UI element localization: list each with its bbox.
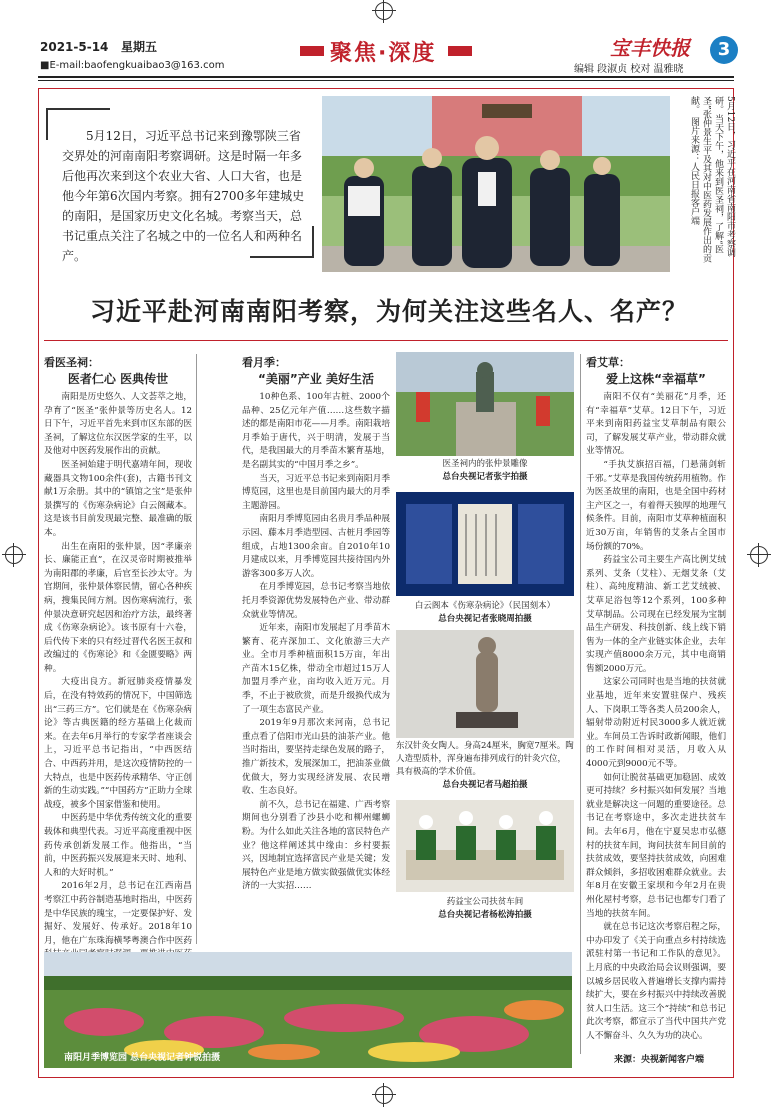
paragraph: “手执艾旗招百福，门悬蒲剑斩千邪。”艾草是我国传统药用植物。作为医圣故里的南阳，也是全国中药材主产区之一，有着得天独厚的地理气候条件。目前，南阳市艾草种植面积近30万亩，年销售的艾条占全国市场份额的70%。 (586, 459, 726, 552)
bottom-photo-caption: 南阳月季博览园 总台央视记者钟锐拍摄 (64, 1053, 221, 1063)
col1-body (44, 391, 192, 1016)
paragraph: 出生在南阳的张仲景，因“孝廉亲长、廉能正直”，在汉灵帝时期被推举为南阳郡的孝廉，后官至长沙太守。为官期间，张仲景体察民情，留心各种疾病，搜集民间方剂。因伤寒病流行，张仲景决意研究起因和治疗方法，最终著成《伤寒杂病论》。该书原有十六卷，后代传下来的只有经过晋代名医王叔和改编过的《伤寒论》和《金匮要略》两种。 (44, 541, 192, 674)
paragraph: 南阳月季博览园由名贵月季品种展示园、藤本月季造型园、古桩月季园等组成，占地1300余亩。自2010年10月建成以来，月季博览园共接待国内外游客300多万人次。 (242, 514, 390, 579)
paragraph: 2019年9月那次来河南，总书记重点看了信阳市光山县的油茶产业。他当时指出，要坚持走绿色发展的路子，推广新技术，发展深加工，把油茶业做优做大，努力实现经济发展、农民增收、生态良好。 (242, 718, 390, 797)
col2-body (242, 391, 390, 894)
column-rule (580, 354, 581, 1054)
registration-mark (5, 546, 23, 564)
editors: 编辑 段淑贞 校对 温雅晓 (574, 64, 684, 75)
column-rule (196, 354, 197, 944)
col2-kicker: 看月季： (242, 356, 286, 369)
col4-body (586, 391, 726, 1044)
newspaper-logo: 宝丰快报 (610, 36, 690, 60)
registration-mark (750, 546, 768, 564)
paragraph: 近年来，南阳市发展起了月季苗木繁育、花卉深加工、文化旅游三大产业。全市月季种植面积15万亩，年出产苗木15亿株，带动全市超过15万人加盟月季产业，亩均收入近万元。月季，不止于被欣赏，而是升级换代成为了一项生态富民产业。 (242, 623, 390, 715)
issue-date: 2021-5-14 星期五 (40, 40, 157, 54)
quote-corner (312, 226, 314, 258)
photo-statue (396, 352, 574, 456)
email: ■E-mail:baofengkuaibao3@163.com (40, 60, 225, 71)
headline-rule (44, 340, 728, 341)
paragraph: 南阳不仅有“美丽花”月季，还有“幸福草”艾草。12日下午，习近平来到南阳药益宝艾草制品有限公司，了解发展艾草产业，带动群众就业等情况。 (586, 392, 726, 457)
paragraph: 10种色系、100年古桩、2000个品种、25亿元年产值……这些数字描述的都是南阳市花——月季。南阳栽培月季始于唐代，兴于明清，发展于当代，是我国最大的月季苗木繁育基地，是名副其实的“中国月季之乡”。 (242, 392, 390, 470)
caption-workshop: 药益宝公司扶贫车间 总台央视记者杨松涛拍摄 (438, 897, 532, 920)
photo-workshop (396, 800, 574, 892)
paragraph: 前不久，总书记在福建、广西考察期间也分别看了沙县小吃和柳州螺蛳粉。为什么如此关注各地的富民特色产业？他这样阐述其中缘由：乡村要振兴，因地制宜选择富民产业是关键；发展特色产业是地方做实做强做优实体经济的一大实招…… (242, 799, 390, 892)
col1-kicker: 看医圣祠： (44, 356, 99, 369)
source-line: 来源：央视新闻客户端 (614, 1055, 705, 1065)
column-4 (586, 354, 726, 1044)
paragraph: 当天，习近平总书记来到南阳月季博览园，这里也是目前国内最大的月季主题游园。 (242, 473, 390, 511)
col2-subhead: “美丽”产业 美好生活 (258, 372, 374, 386)
column-2 (242, 354, 390, 894)
header-rule (38, 76, 734, 78)
paragraph: 大疫出良方。新冠肺炎疫情暴发后，在没有特效药的情况下，中国筛选出“三药三方”。它们就是在《伤寒杂病论》等古典医籍的经方基础上化裁而来。在去年6月举行的专家学者座谈会上，习近平总书记指出，“中西医结合、中西药并用，是这次疫情防控的一大特点，也是中医药传承精华、守正创新的生动实践。”“中国药方”正助力全球战疫，被多个国家借鉴和使用。 (44, 677, 192, 810)
header-rule-thin (38, 80, 734, 81)
photo-pottery-figure (396, 630, 574, 738)
paragraph: 如何让脱贫基础更加稳固、成效更可持续？乡村振兴如何发展？当地就业是解决这一问题的重要途径。总书记在考察途中，多次走进扶贫车间。去年6月，他在宁夏吴忠市弘德村的扶贫车间，询问扶贫车间目前的扶贫成效，要坚持扶贫成效，向困难群众倾斜，多招收困难群众就业。去年8月在安徽王家坝和今年2月在贵州化屋村考察，总书记也都专门看了当地的扶贫车间。 (586, 772, 726, 919)
caption-pottery-figure: 东汉针灸女陶人。身高24厘米，胸宽7厘米。陶人造型质朴，浑身遍布排列成行的针灸穴位，具有极高的学术价值。 总台央视记者马超拍摄 (396, 741, 574, 790)
column-1 (44, 354, 192, 1016)
headline: 习近平赴河南南阳考察，为何关注这些名人、名产？ (89, 297, 688, 326)
section-bar-left (300, 46, 324, 56)
paragraph: 2016年2月，总书记在江西南昌考察江中药谷制造基地时指出，中医药是中华民族的瑰宝，一定要保护好、发掘好、发展好、传承好。2018年10月，他在广东珠海横琴粤澳合作中医药 (44, 881, 192, 946)
section-title: 聚焦·深度 (330, 41, 437, 66)
paragraph: 这家公司同时也是当地的扶贫就业基地，近年来安置驻保户、残疾人、下岗职工等各类人员200余人，辐射带动附近村民3000多人就近就业。车间员工告诉时政新闻眼，他们的工作时间相对灵活，月收入从4000元到9000元不等。 (586, 677, 726, 770)
registration-mark (375, 1086, 393, 1104)
paragraph: 在月季博览园，总书记考察当地依托月季资源优势发展特色产业、带动群众就业等情况。 (242, 582, 390, 620)
paragraph: 就在总书记这次考察启程之际，中办印发了《关于向重点乡村持续选派驻村第一书记和工作队的意见》。上月底的中央政治局会议则强调，要以城乡居民收入普遍增长支撑内需持续扩大，要在乡村振兴中持续改善脱贫人口生活。这三个“持续”和总书记此次考察，都宣示了当代中国共产党人不懈奋斗、久久为功的决心。 (586, 922, 726, 1041)
paragraph: 药益宝公司主要生产高比例艾绒系列、艾条（艾柱）、无烟艾条（艾柱）、高纯度精油、新工艺艾绒被、艾草足浴包等12个系列，100多种艾草制品。公司现在已经发展为宝制品生产研发、科技创新、线上线下销售为一体的全产业链实体企业，去年实现产值8000余万元，其中电商销售额2000万元。 (586, 555, 726, 674)
col1-subhead: 医者仁心 医典传世 (67, 372, 169, 386)
caption-book: 白云阁本《伤寒杂病论》（民国刻本） 总台央视记者张晓周拍摄 (414, 601, 556, 624)
caption-statue: 医圣祠内的张仲景雕像 总台央视记者张宇拍摄 (442, 459, 528, 482)
registration-mark (375, 2, 393, 20)
paragraph: 医圣祠始建于明代嘉靖年间，现收藏器具文物100余件(套)，古籍书刊文献1万余册。其中的“镇馆之宝”是张仲景撰写的《伤寒杂病论》白云阁藏本。这是该书目前发现最完整、最准确的版本。 (44, 459, 192, 538)
top-photo (322, 96, 670, 272)
paragraph: 中医药是中华优秀传统文化的重要载体和典型代表。习近平高度重视中医药传承创新发展工作。他指出，“当前，中医药振兴发展迎来天时、地利、人和的大好时机。” (44, 813, 192, 878)
paragraph: 南阳是历史悠久、人文荟萃之地，孕育了“医圣”张仲景等历史名人。12日下午，习近平首先来到市区东部的医圣祠，了解这位东汉医学家的生平，以及他对中医药发展作出的贡献。 (44, 392, 192, 457)
intro-paragraph: 5月12日，习近平总书记来到豫鄂陕三省交界处的河南南阳考察调研。这是时隔一年多后他再次来到这个农业大省、人口大省，也是他今年第6次国内考察。拥有2700多年建城史的南阳，是国家历史文化名城。考察当天，总书记重点关注了名城之中的一位名人和两种名产。 (62, 129, 305, 263)
section-bar-right (448, 46, 472, 56)
quote-corner (46, 108, 48, 140)
col4-subhead: 爱上这株“幸福草” (606, 372, 706, 386)
photo-book (396, 492, 574, 596)
top-photo-caption: 5月12日，习近平在河南省南阳市考察调研。当天下午，他来到医圣祠，了解“医圣”张仲景生平及其对中医药发展作出的贡献。 图片来源：人民日报客户端 (689, 96, 735, 263)
page-number: 3 (710, 36, 738, 64)
col4-kicker: 看艾草： (586, 356, 630, 369)
quote-corner (46, 108, 110, 110)
